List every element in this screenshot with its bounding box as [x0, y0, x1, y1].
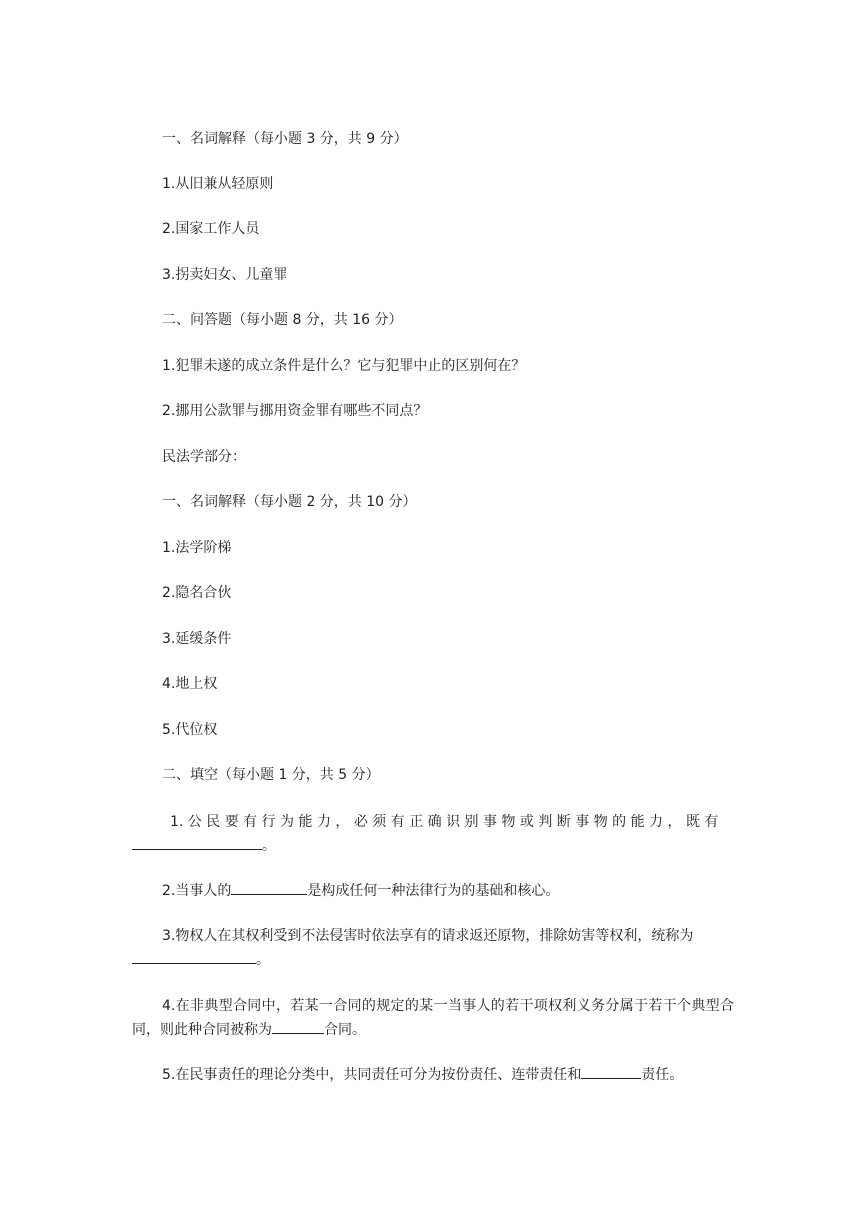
civil-part-title: 民法学部分： [162, 449, 246, 465]
fill-question-5-text-a: 5.在民事责任的理论分类中，共同责任可分为按份责任、连带责任和 [162, 1067, 582, 1083]
civil-term-3: 3.延缓条件 [162, 631, 232, 647]
fill-blank-4[interactable] [272, 1019, 324, 1034]
fill-question-3-line1 [162, 924, 734, 948]
fill-blank-2[interactable] [231, 880, 307, 895]
criminal-section2-heading: 二、问答题（每小题 8 分，共 16 分） [162, 312, 403, 328]
fill-question-4-end: 合同。 [324, 1022, 366, 1038]
civil-section1-heading: 一、名词解释（每小题 2 分，共 10 分） [162, 494, 417, 510]
fill-question-5-text-b: 责任。 [641, 1067, 684, 1083]
fill-question-1-line1 [170, 810, 734, 834]
fill-question-1-end: 。 [262, 838, 276, 854]
criminal-question-1: 1.犯罪未遂的成立条件是什么？它与犯罪中止的区别何在？ [162, 358, 526, 374]
fill-question-5 [162, 1063, 734, 1087]
fill-question-2 [162, 879, 734, 903]
civil-term-5: 5.代位权 [162, 722, 218, 738]
fill-blank-3[interactable] [132, 949, 256, 964]
fill-question-1-text: 1. 公 民 要 有 行 为 能 力 ， 必 须 有 正 确 识 别 事 物 或 判 断 事 物 的 能 力 ， 既 有 [170, 814, 719, 830]
fill-question-4 [132, 994, 734, 1042]
fill-question-1-line2 [132, 834, 734, 858]
civil-term-2: 2.隐名合伙 [162, 585, 232, 601]
fill-question-2-text-b: 是构成任何一种法律行为的基础和核心。 [307, 883, 560, 899]
fill-blank-1[interactable] [132, 835, 262, 850]
civil-term-1: 1.法学阶梯 [162, 540, 232, 556]
fill-question-2-text-a: 2.当事人的 [162, 883, 232, 899]
fill-question-3-end: 。 [256, 952, 270, 968]
fill-question-3-text: 3.物权人在其权利受到不法侵害时依法享有的请求返还原物，排除妨害等权利，统称为 [162, 928, 694, 944]
criminal-term-3: 3.拐卖妇女、儿童罪 [162, 267, 288, 283]
fill-blank-5[interactable] [581, 1064, 641, 1079]
criminal-section1-heading: 一、名词解释（每小题 3 分，共 9 分） [162, 131, 408, 147]
civil-section2-heading: 二、填空（每小题 1 分，共 5 分） [162, 767, 380, 783]
criminal-term-2: 2.国家工作人员 [162, 221, 260, 237]
criminal-term-1: 1.从旧兼从轻原则 [162, 176, 274, 192]
fill-question-3-line2 [132, 948, 734, 972]
civil-term-4: 4.地上权 [162, 676, 218, 692]
criminal-question-2: 2.挪用公款罪与挪用资金罪有哪些不同点？ [162, 403, 428, 419]
fill-question-4-text: 4.在非典型合同中，若某一合同的规定的某一当事人的若干项权利义务分属于若干个典型合同，则此种合同被称为 [132, 998, 734, 1038]
